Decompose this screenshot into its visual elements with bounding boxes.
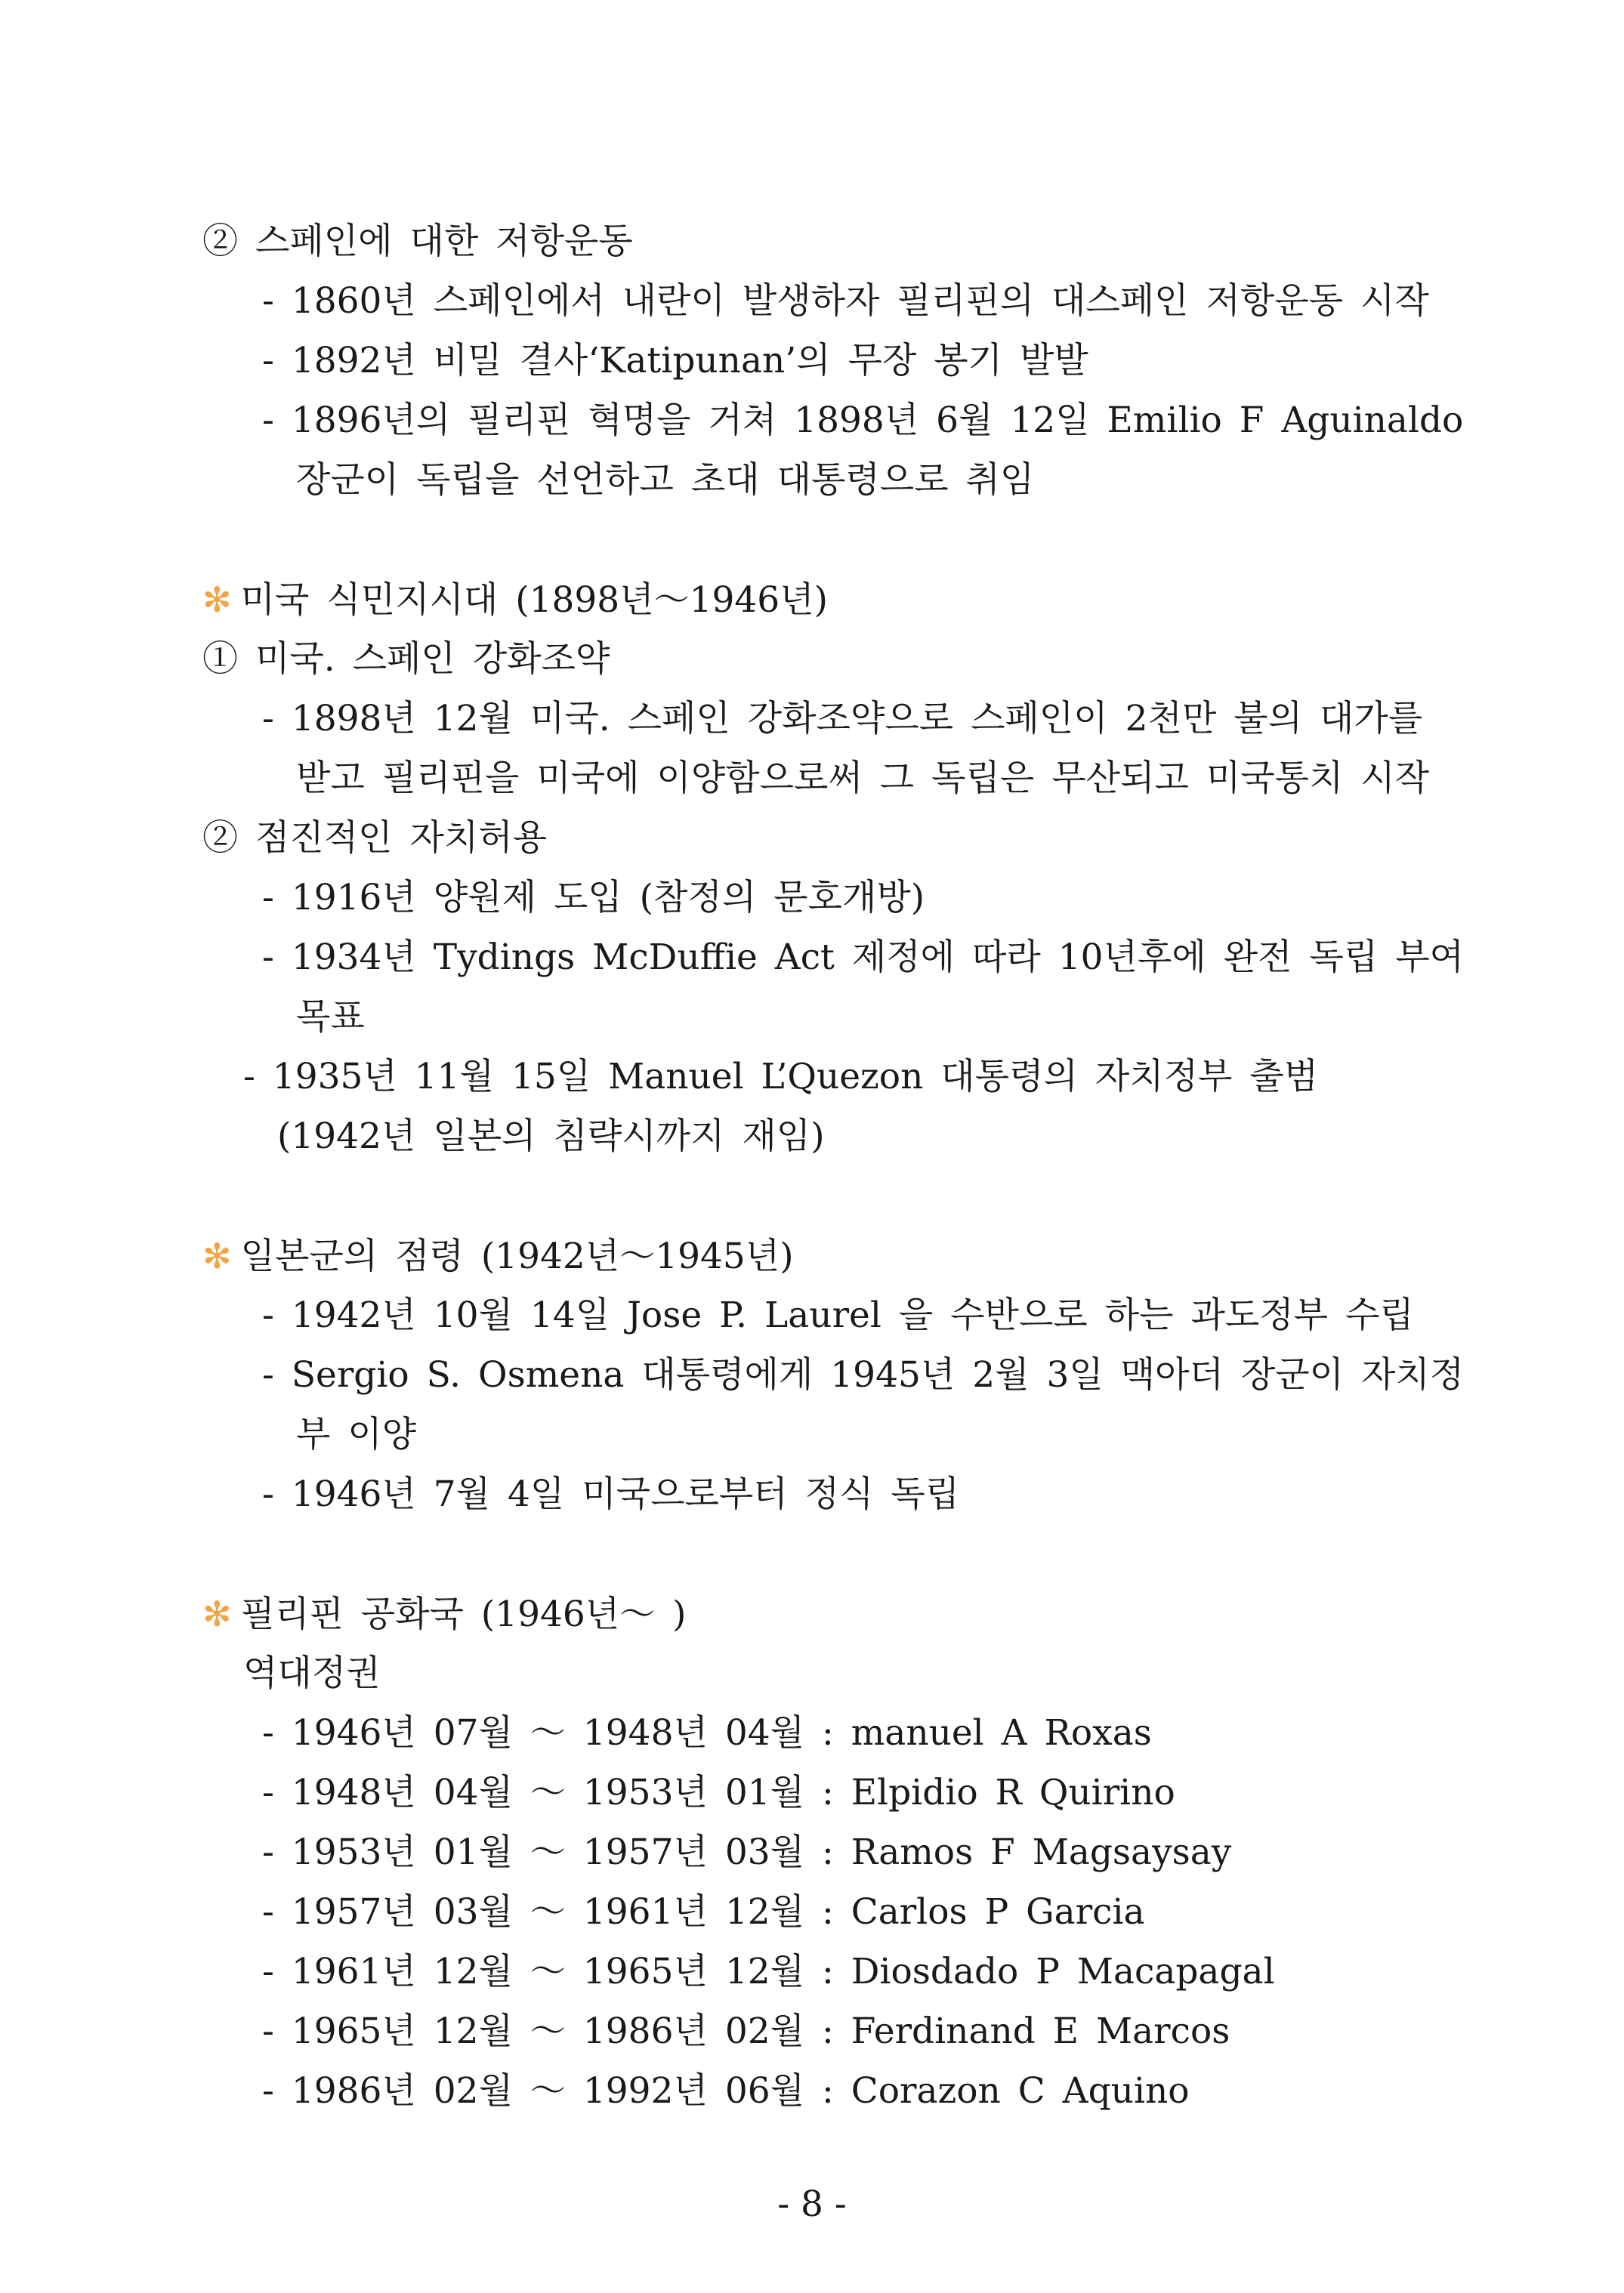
list-item: - 1898년 12월 미국. 스페인 강화조약으로 스페인이 2천만 불의 대가를 <box>262 698 1423 739</box>
asterisk-bullet-icon: ✻ <box>202 1236 232 1276</box>
asterisk-bullet-icon: ✻ <box>202 1594 232 1634</box>
section-title: 필리핀 공화국 (1946년～ ) <box>240 1594 687 1635</box>
section-heading-japan <box>202 1233 794 1279</box>
section-title: 일본군의 점령 (1942년～1945년) <box>240 1236 794 1277</box>
section-heading-us-colonial <box>202 577 828 623</box>
list-item: - 1942년 10월 14일 Jose P. Laurel 을 수반으로 하는 과도정부 수립 <box>262 1295 1414 1336</box>
list-item: - 1946년 7월 4일 미국으로부터 정식 독립 <box>262 1474 960 1515</box>
list-item: - 1948년 04월 ～ 1953년 01월 : Elpidio R Quirino <box>262 1772 1175 1813</box>
list-item: - 1986년 02월 ～ 1992년 06월 : Corazon C Aquino <box>262 2070 1190 2112</box>
list-item: - 1934년 Tydings McDuffie Act 제정에 따라 10년후에 완전 독립 부여 <box>262 937 1465 978</box>
section-title: 미국 식민지시대 (1898년～1946년) <box>240 579 828 621</box>
list-item: - 1892년 비밀 결사‘Katipunan’의 무장 봉기 발발 <box>262 340 1088 381</box>
list-item: - 1935년 11월 15일 Manuel L’Quezon 대통령의 자치정부 출범 <box>243 1056 1319 1097</box>
section-heading-republic <box>202 1591 686 1637</box>
subsection-heading-self-rule: ② 점진적인 자치허용 <box>202 817 548 859</box>
page-number: - 8 - <box>777 2183 847 2225</box>
list-item: - 1953년 01월 ～ 1957년 03월 : Ramos F Magsaysay <box>262 1832 1232 1873</box>
list-item-continuation: 부 이양 <box>296 1414 417 1455</box>
list-item: - Sergio S. Osmena 대통령에게 1945년 2월 3일 맥아더 장군이 자치정 <box>262 1354 1465 1396</box>
list-item: - 1916년 양원제 도입 (참정의 문호개방) <box>262 877 925 918</box>
section-heading-spain-resistance: ② 스페인에 대한 저항운동 <box>202 221 633 262</box>
subsection-heading-administrations: 역대정권 <box>243 1653 381 1694</box>
subsection-heading-peace-treaty: ① 미국. 스페인 강화조약 <box>202 638 610 680</box>
list-item: - 1946년 07월 ～ 1948년 04월 : manuel A Roxas <box>262 1712 1152 1754</box>
list-item: - 1896년의 필리핀 혁명을 거쳐 1898년 6월 12일 Emilio F Aguinaldo <box>262 400 1464 441</box>
list-item: - 1965년 12월 ～ 1986년 02월 : Ferdinand E Marcos <box>262 2011 1230 2052</box>
list-item: - 1957년 03월 ～ 1961년 12월 : Carlos P Garcia <box>262 1891 1145 1933</box>
list-item-continuation: 받고 필리핀을 미국에 이양함으로써 그 독립은 무산되고 미국통치 시작 <box>296 758 1430 799</box>
asterisk-bullet-icon: ✻ <box>202 579 232 620</box>
list-item-continuation: (1942년 일본의 침략시까지 재임) <box>277 1116 825 1157</box>
list-item-continuation: 목표 <box>296 996 365 1038</box>
list-item: - 1961년 12월 ～ 1965년 12월 : Diosdado P Macapagal <box>262 1951 1275 1992</box>
list-item-continuation: 장군이 독립을 선언하고 초대 대통령으로 취임 <box>296 459 1035 501</box>
list-item: - 1860년 스페인에서 내란이 발생하자 필리핀의 대스페인 저항운동 시작 <box>262 280 1429 322</box>
